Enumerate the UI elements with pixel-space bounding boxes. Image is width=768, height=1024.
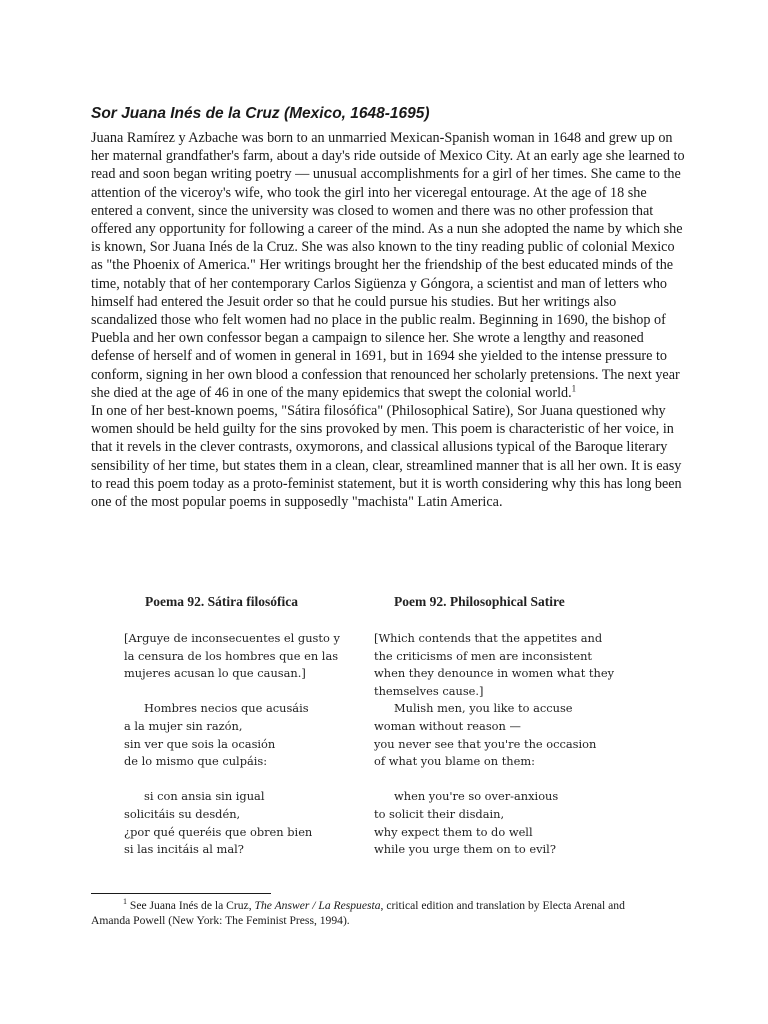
footnote-suffix: , critical edition and translation by Electa Arenal and [380,899,625,912]
poem-english-title: Poem 92. Philosophical Satire [394,594,565,609]
footnote-divider [91,893,271,894]
poem-commentary-text: In one of her best-known poems, "Sátira filosófica" (Philosophical Satire), Sor Juana questioned why women should be held guilty for the sins provoked by men. This poem is characteristic of her voice, in that it revels in the clever contrasts, oxymorons, and classical allusions typical of the Baroque literary sensibility of her time, but states them in a clean, clear, streamlined manner that is all her own. It is easy to read this poem today as a proto-feminist statement, but it is worth considering why this has long been one of the most popular poems in supposedly "machista" Latin America. [91,403,682,511]
poem-spanish-stanza-1 [124,700,354,770]
poem-line: si las incitáis al mal? [124,842,244,857]
footnote-reference[interactable]: 1 [571,383,577,394]
poem-line: woman without reason — [374,718,521,733]
poem-line: solicitáis su desdén, [124,806,241,821]
footnote [91,898,691,928]
footnote-line-2: Amanda Powell (New York: The Feminist Press, 1994). [91,914,350,927]
poem-english-stanza-2 [374,788,644,858]
poem-line: why expect them to do well [374,824,533,839]
poem-spanish-title: Poema 92. Sátira filosófica [145,594,298,609]
poem-line: [Which contends that the appetites and [374,631,603,645]
poem-english-column [374,592,644,859]
poem-line: when you're so over-anxious [394,789,559,804]
poem-english-intro [374,630,644,700]
poem-line: the criticisms of men are inconsistent [374,648,593,663]
intro-paragraph [91,129,685,511]
poem-line: a la mujer sin razón, [124,718,243,733]
section-heading: Sor Juana Inés de la Cruz (Mexico, 1648-1695) [91,105,430,122]
poem-line: mujeres acusan lo que causan.] [124,666,306,681]
poem-line: [Arguye de inconsecuentes el gusto y [124,631,340,645]
poem-line: sin ver que sois la ocasión [124,736,276,751]
poem-english-stanza-1 [374,700,644,770]
poem-spanish-stanza-2 [124,788,354,858]
poem-line: you never see that you're the occasion [374,736,597,751]
poem-line: la censura de los hombres que en las [124,648,339,663]
poem-line: Mulish men, you like to accuse [394,701,573,716]
poem-line: de lo mismo que culpáis: [124,754,268,769]
poem-line: when they denounce in women what they [374,666,615,681]
poem-line: of what you blame on them: [374,754,536,769]
poem-line: Hombres necios que acusáis [144,701,309,716]
biography-text: Juana Ramírez y Azbache was born to an unmarried Mexican-Spanish woman in 1648 and grew up on her maternal grandfather's farm, about a day's ride outside of Mexico City. At an early age she learned to read and soon began writing poetry — unusual accomplishments for a girl of her times. She came to the attention of the viceroy's wife, who took the girl into her viceregal entourage. At the age of 18 she entered a convent, since the university was closed to women and there was no other profession that offered any opportunity for following a career of the mind. As a nun she adopted the name by which she is known, Sor Juana Inés de la Cruz. She was also known to the tiny reading public of colonial Mexico as "the Phoenix of America." Her writings brought her the friendship of the best educated minds of the time, notably that of her contemporary Carlos Sigüenza y Góngora, a scientist and man of letters who himself had entered the Jesuit order so that he could pursue his studies. But her writings also scandalized those who felt women had no place in the public realm. Beginning in 1690, the bishop of Puebla and her own confessor began a campaign to silence her. She wrote a lengthy and reasoned defense of herself and of women in general in 1691, but in 1694 she yielded to the intense pressure to conform, signing in her own blood a confession that renounced her scholarly pretensions. The next year she died at the age of 46 in one of the many epidemics that swept the colonial world. [91,130,685,401]
poem-spanish-column [124,592,354,859]
poem-line: ¿por qué queréis que obren bien [124,824,313,839]
poem-line: themselves cause.] [374,683,484,698]
footnote-prefix: See Juana Inés de la Cruz, [129,899,255,912]
poem-spanish-intro [124,630,354,683]
poem-line: while you urge them on to evil? [374,842,556,857]
footnote-book-title: The Answer / La Respuesta [254,899,381,912]
footnote-number: 1 [123,897,127,907]
poem-line: to solicit their disdain, [374,806,505,821]
poem-line: si con ansia sin igual [144,789,265,804]
